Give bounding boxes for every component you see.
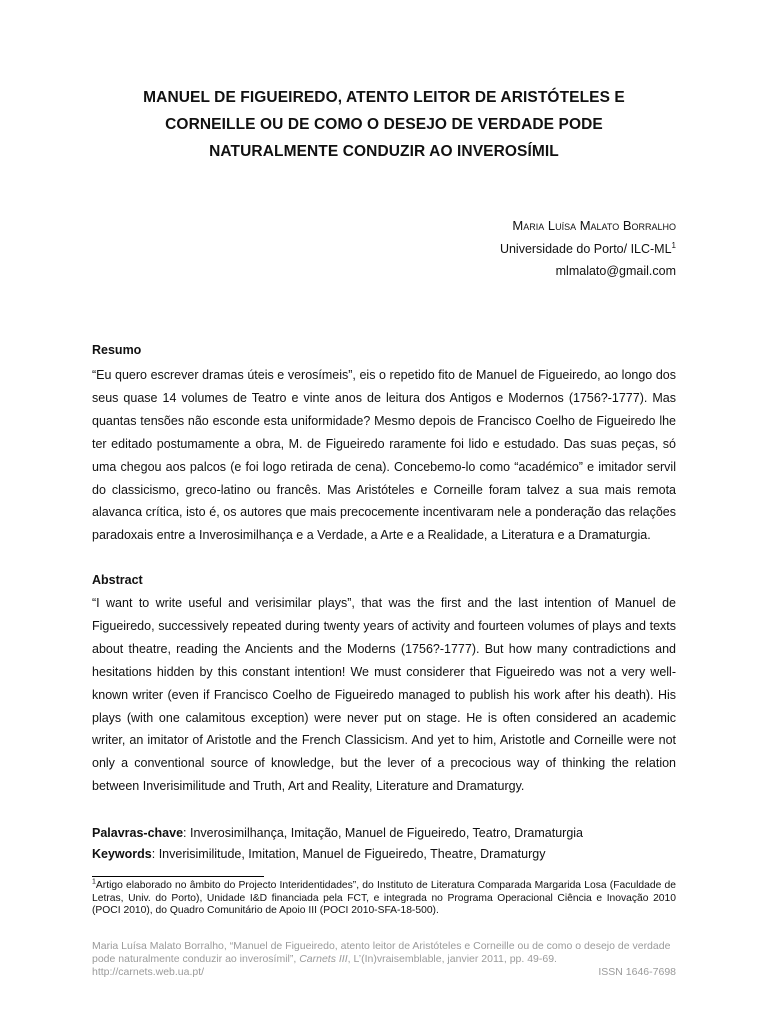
footnote-mark[interactable]: 1 [671,240,676,250]
author-affiliation: Universidade do Porto/ ILC-$ML^1$ [499,240,676,256]
keywords-en [92,844,676,865]
author-email[interactable]: mlmalato@gmail.com [555,264,676,278]
title-line-1: MANUEL DE FIGUEIREDO, ATENTO LEITOR DE ARISTÓTELES E [143,89,625,106]
keywords-pt-label: Palavras-chave [92,826,184,840]
footnote [92,880,676,918]
footer-citation: Maria Luísa Malato Borralho, “Manuel de Figueiredo, atento leitor de Aristóteles e Corneille ou de como o desejo de verdade pode naturalmente conduzir ao inverosímil”, Carnets III, L’(In)vraisemblable, janvier 2011, pp. 49-69. [92,940,671,965]
author-name: Maria Luísa Malato Borralho [512,218,676,233]
footnote-number: 1 [92,878,96,886]
keywords-pt [92,823,676,844]
footer-url[interactable]: http://carnets.web.ua.pt/ [92,966,205,978]
keywords-en-label: Keywords [92,847,152,861]
resumo-heading: Resumo [92,343,142,357]
title-line-2: CORNEILLE OU DE COMO O DESEJO DE VERDADE PODE [165,116,603,133]
footer-journal: Carnets III [299,953,348,965]
abstract-text: “I want to write useful and verisimilar plays”, that was the first and the last intention of Manuel de Figueiredo, successively repeated during twenty years of activity and fourteen volumes of plays and texts about theatre, reading the Ancients and the Moderns (1756?-1777). But how many contradictions and hesitations hidden by this constant intention! We must considerer that Figueiredo was not a very well-known writer (even if Francisco Coelho de Figueiredo managed to publish his work after his death). His plays (with one calamitous exception) were never put on stage. He is often considered an academic writer, an imitator of Aristotle and the French Classicism. And yet to him, Aristotle and Corneille were not only a conventional source of knowledge, but the lever of a precocious way of thinking the relation between Inverisimilitude and Truth, Art and Reality, Literature and Dramaturgy. [92,596,676,794]
footnote-text: Artigo elaborado no âmbito do Projecto Interidentidades”, do Instituto de Literatura Comparada Margarida Losa (Faculdade de Letras, Univ. do Porto), Unidade I&D financiada pela FCT, e integrada no Programa Operacional Ciência e Inovação 2010 (POCI 2010), do Quadro Comunitário de Apoio III (POCI 2010-SFA-18-500). [92,880,676,917]
keywords-en-text: : Inverisimilitude, Imitation, Manuel de Figueiredo, Theatre, Dramaturgy [151,847,546,861]
keywords-pt-text: : Inverosimilhança, Imitação, Manuel de Figueiredo, Teatro, Dramaturgia [183,826,584,840]
article-title [92,84,676,165]
abstract-heading: Abstract [92,573,143,587]
title-line-3: NATURALMENTE CONDUZIR AO INVEROSÍMIL [209,143,559,160]
author-block [276,215,676,283]
footer-issn: ISSN 1646-7698 [598,966,676,978]
resumo-text: “Eu quero escrever dramas úteis e verosímeis”, eis o repetido fito de Manuel de Figueiredo, ao longo dos seus quase 14 volumes de Teatro e vinte anos de leitura dos Antigos e Modernos (1756?-1777). Mas quantas tensões não esconde esta uniformidade? Mesmo depois de Francisco Coelho de Figueiredo lhe ter editado postumamente a obra, M. de Figueiredo raramente foi lido e estudado. Das suas peças, só uma chegou aos palcos (e foi logo retirada de cena). Concebemo-lo como “académico” e imitador servil do classicismo, greco-latino ou francês. Mas Aristóteles e Corneille foram talvez a sua mais remota alavanca crítica, isto é, os autores que mais precocemente incentivaram nele a ponderação das relações paradoxais entre a Inverosimilhança e a Verdade, a Arte e a Realidade, a Literatura e a Dramaturgia. [92,368,676,543]
footnote-divider [92,876,264,877]
page-footer [92,940,676,979]
